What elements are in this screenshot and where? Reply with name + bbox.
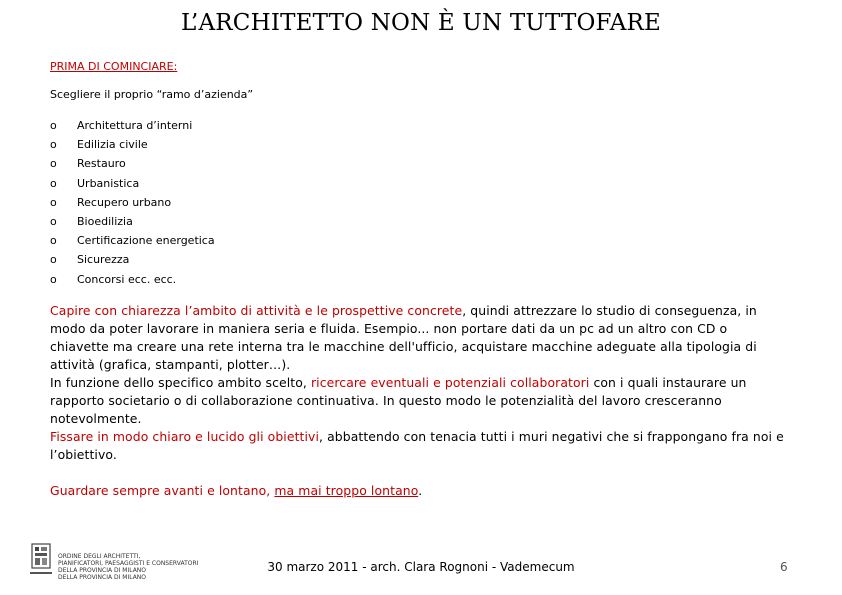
bullet-icon: o [50, 253, 57, 267]
logo-line: DELLA PROVINCIA DI MILANO [58, 567, 147, 574]
text-goals: , abbattendo con tenacia tutti i muri negativi che si frappongano fra noi e l’obiettivo. [50, 429, 784, 462]
list-item-label: Edilizia civile [77, 138, 148, 152]
list-item [50, 174, 215, 193]
bullet-icon: o [50, 272, 57, 286]
list-item [50, 193, 215, 212]
body-paragraph [50, 302, 790, 500]
text-collaborators-start: In funzione dello specifico ambito scelto, [50, 375, 311, 390]
list-item-label: Certificazione energetica [77, 234, 215, 248]
list-item [50, 250, 215, 269]
highlight-closing: Guardare sempre avanti e lontano, [50, 483, 275, 498]
logo-line: ORDINE DEGLI ARCHITETTI, [58, 553, 141, 560]
list-item [50, 135, 215, 154]
paragraph-scope [50, 302, 790, 374]
closing-period: . [418, 483, 423, 498]
list-item [50, 231, 215, 250]
list-item [50, 154, 215, 173]
slide-title: L’ARCHITETTO NON È UN TUTTOFARE [180, 10, 662, 36]
page-number: 6 [780, 560, 788, 574]
list-item-label: Architettura d’interni [77, 119, 193, 132]
bullet-icon: o [50, 119, 57, 132]
section-heading: PRIMA DI COMINCIARE: [50, 60, 178, 73]
bullet-icon: o [50, 214, 57, 228]
highlight-scope: Capire con chiarezza l’ambito di attività e le prospettive concrete [50, 303, 463, 318]
list-item-label: Urbanistica [77, 176, 140, 190]
list-item-label: Bioedilizia [77, 214, 133, 228]
list-item-label: Restauro [77, 157, 126, 171]
intro-text: Scegliere il proprio “ramo d’azienda” [50, 88, 254, 101]
list-item [50, 270, 215, 289]
list-item [50, 212, 215, 231]
text-scope: , quindi attrezzare lo studio di conseguenza, in modo da poter lavorare in maniera seria e fluida. Esempio... non portare dati da un pc ad un altro con CD o chiavette ma creare una rete interna tra le macchine dell'ufficio, acquistare macchine adeguate alla tipologia di attività (grafica, stampanti, plotter…). [50, 303, 757, 372]
underlined-closing: ma mai troppo lontano [274, 483, 419, 498]
list-item-label: Sicurezza [77, 253, 130, 267]
bullet-icon: o [50, 157, 57, 171]
list-item [50, 116, 215, 135]
paragraph-goals [50, 428, 790, 464]
paragraph-collaborators [50, 374, 790, 428]
logo-line: PIANIFICATORI, PAESAGGISTI E CONSERVATORI [58, 560, 199, 567]
highlight-collaborators: ricercare eventuali e potenziali collaboratori [310, 375, 590, 390]
text-collaborators: con i quali instaurare un rapporto societario o di collaborazione continuativa. In questo modo le potenzialità del lavoro cresceranno notevolmente. [50, 375, 747, 426]
bullet-icon: o [50, 234, 57, 248]
footer-text: 30 marzo 2011 - arch. Clara Rognoni - Vademecum [267, 560, 575, 574]
list-item-label: Concorsi ecc. ecc. [77, 272, 177, 286]
list-item-label: Recupero urbano [77, 195, 172, 209]
logo-line: DELLA PROVINCIA DI MILANO [58, 574, 147, 581]
bullet-icon: o [50, 176, 57, 190]
bullet-icon: o [50, 138, 57, 152]
specialization-list [50, 116, 215, 289]
highlight-goals: Fissare in modo chiaro e lucido gli obiettivi [50, 429, 319, 444]
bullet-icon: o [50, 195, 57, 209]
paragraph-closing [50, 482, 790, 500]
